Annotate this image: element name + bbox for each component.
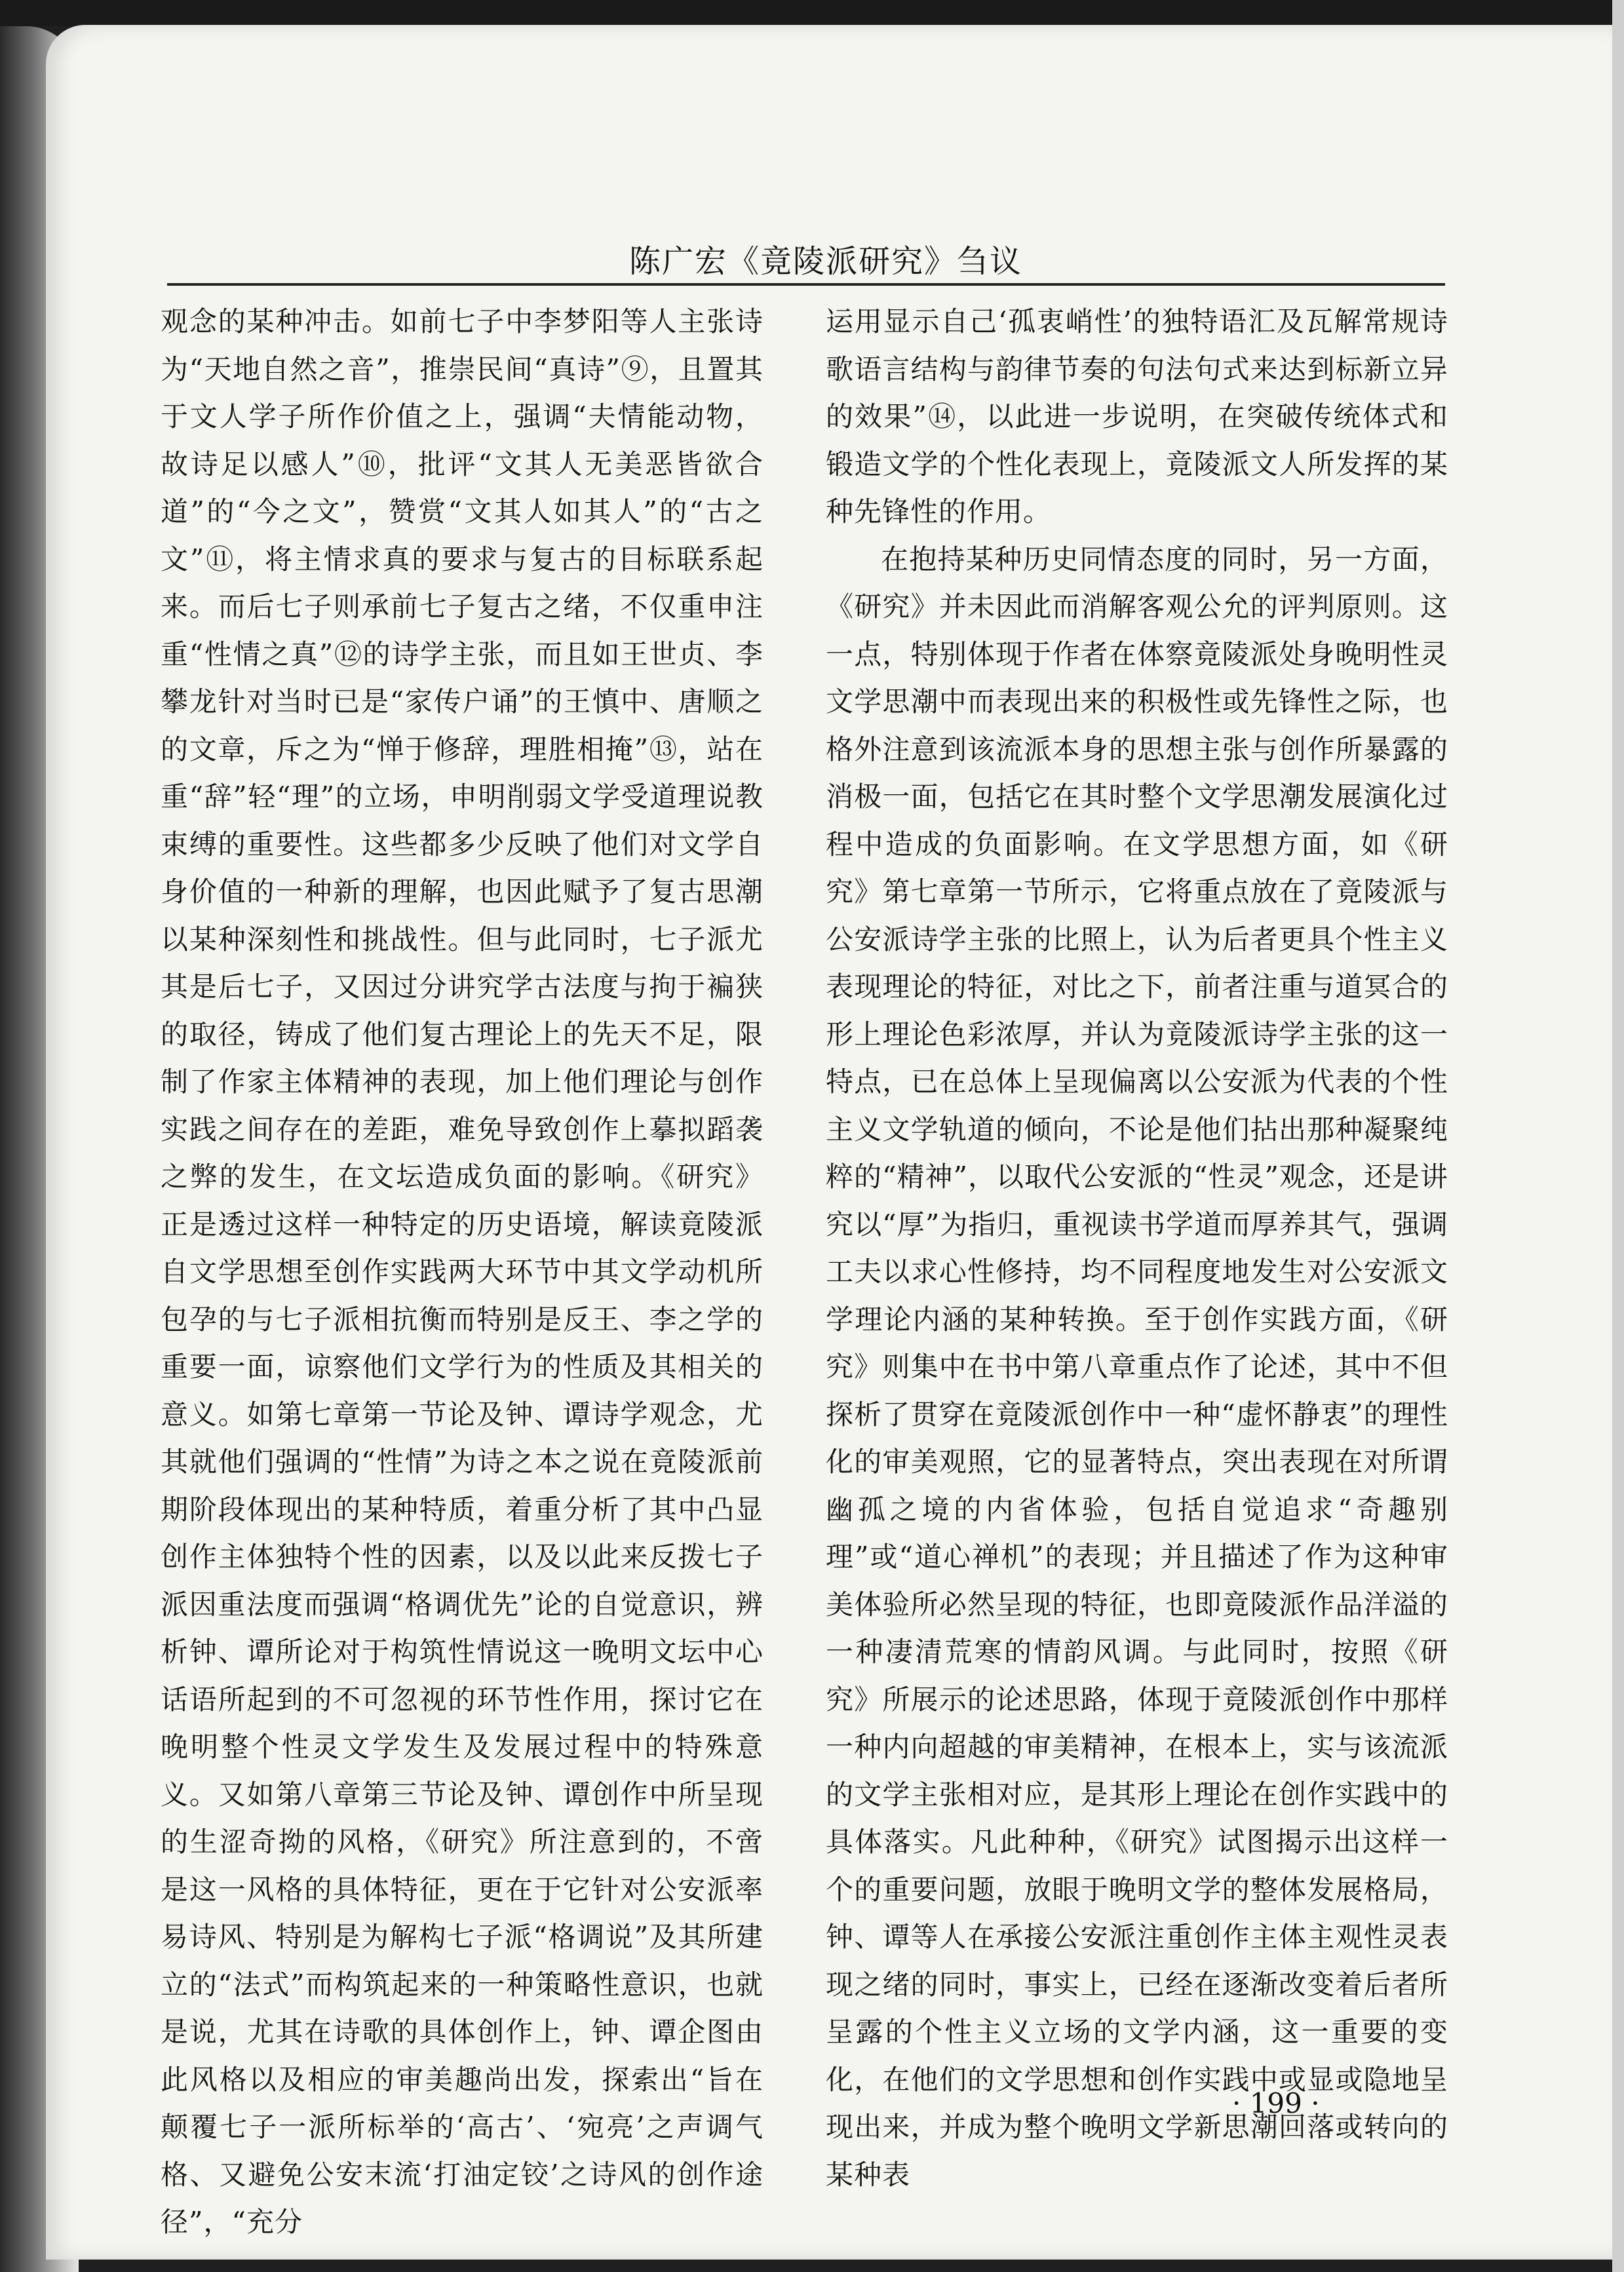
left-paragraph: 观念的某种冲击。如前七子中李梦阳等人主张诗为“天地自然之音”，推崇民间“真诗”⑨，且置其于文人学子所作价值之上，强调“夫情能动物，故诗足以感人”⑩，批评“文其人无美恶皆欲合道”的“今之文”，赞赏“文其人如其人”的“古之文”⑪，将主情求真的要求与复古的目标联系起来。而后七子则承前七子复古之绪，不仅重申注重“性情之真”⑫的诗学主张，而且如王世贞、李攀龙针对当时已是“家传户诵”的王慎中、唐顺之的文章，斥之为“惮于修辞，理胜相掩”⑬，站在重“辞”轻“理”的立场，申明削弱文学受道理说教束缚的重要性。这些都多少反映了他们对文学自身价值的一种新的理解，也因此赋予了复古思潮以某种深刻性和挑战性。但与此同时，七子派尤其是后七子，又因过分讲究学古法度与拘于褊狭的取径，铸成了他们复古理论上的先天不足，限制了作家主体精神的表现，加上他们理论与创作实践之间存在的差距，难免导致创作上摹拟蹈袭之弊的发生，在文坛造成负面的影响。《研究》正是透过这样一种特定的历史语境，解读竟陵派自文学思想至创作实践两大环节中其文学动机所包孕的与七子派相抗衡而特别是反王、李之学的重要一面，谅察他们文学行为的性质及其相关的意义。如第七章第一节论及钟、谭诗学观念，尤其就他们强调的“性情”为诗之本之说在竟陵派前期阶段体现出的某种特质，着重分析了其中凸显创作主体独特个性的因素，以及以此来反拨七子派因重法度而强调“格调优先”论的自觉意识，辨析钟、谭所论对于构筑性情说这一晚明文坛中心话语所起到的不可忽视的环节性作用，探讨它在晚明整个性灵文学发生及发展过程中的特殊意义。又如第八章第三节论及钟、谭创作中所呈现的生涩奇拗的风格，《研究》所注意到的，不啻是这一风格的具体特征，更在于它针对公安派率易诗风、特别是为解构七子派“格调说”及其所建立的“法式”而构筑起来的一种策略性意识，也就是说，尤其在诗歌的具体创作上，钟、谭企图由此风格以及相应的审美趣尚出发，探索出“旨在颠覆七子一派所标举的‘高古’、‘宛亮’之声调气格、又避免公安末流‘打油定铰’之诗风的创作途径”，“充分 [161,305,764,2238]
header-rule [167,283,1445,286]
left-column [161,298,764,2238]
scan-top-shadow [0,0,1624,26]
running-header-title: 陈广宏《竟陵派研究》刍议 [629,243,1023,280]
scan-right-edge [1612,0,1624,2272]
page-number: · 199 · [1232,2087,1320,2119]
right-paragraph-continued: 运用显示自己‘孤衷峭性’的独特语汇及瓦解常规诗歌语言结构与韵律节奏的句法句式来达到标新立异的效果”⑭，以此进一步说明，在突破传统体式和锻造文学的个性化表现上，竟陵派文人所发挥的某种先锋性的作用。 [826,305,1448,528]
right-paragraph-2: 在抱持某种历史同情态度的同时，另一方面，《研究》并未因此而消解客观公允的评判原则。这一点，特别体现于作者在体察竟陵派处身晚明性灵文学思潮中而表现出来的积极性或先锋性之际，也格外注意到该流派本身的思想主张与创作所暴露的消极一面，包括它在其时整个文学思潮发展演化过程中造成的负面影响。在文学思想方面，如《研究》第七章第一节所示，它将重点放在了竟陵派与公安派诗学主张的比照上，认为后者更具个性主义表现理论的特征，对比之下，前者注重与道冥合的形上理论色彩浓厚，并认为竟陵派诗学主张的这一特点，已在总体上呈现偏离以公安派为代表的个性主义文学轨道的倾向，不论是他们拈出那种凝聚纯粹的“精神”，以取代公安派的“性灵”观念，还是讲究以“厚”为指归，重视读书学道而厚养其气，强调工夫以求心性修持，均不同程度地发生对公安派文学理论内涵的某种转换。至于创作实践方面，《研究》则集中在书中第八章重点作了论述，其中不但探析了贯穿在竟陵派创作中一种“虚怀静衷”的理性化的审美观照，它的显著特点，突出表现在对所谓幽孤之境的内省体验，包括自觉追求“奇趣别理”或“道心禅机”的表现；并且描述了作为这种审美体验所必然呈现的特征，也即竟陵派作品洋溢的一种凄清荒寒的情韵风调。与此同时，按照《研究》所展示的论述思路，体现于竟陵派创作中那样一种内向超越的审美精神，在根本上，实与该流派的文学主张相对应，是其形上理论在创作实践中的具体落实。凡此种种，《研究》试图揭示出这样一个的重要问题，放眼于晚明文学的整体发展格局，钟、谭等人在承接公安派注重创作主体主观性灵表现之绪的同时，事实上，已经在逐渐改变着后者所呈露的个性主义立场的文学内涵，这一重要的变化，在他们的文学思想和创作实践中或显或隐地呈现出来，并成为整个晚明文学新思潮回落或转向的某种表 [826,543,1448,2191]
